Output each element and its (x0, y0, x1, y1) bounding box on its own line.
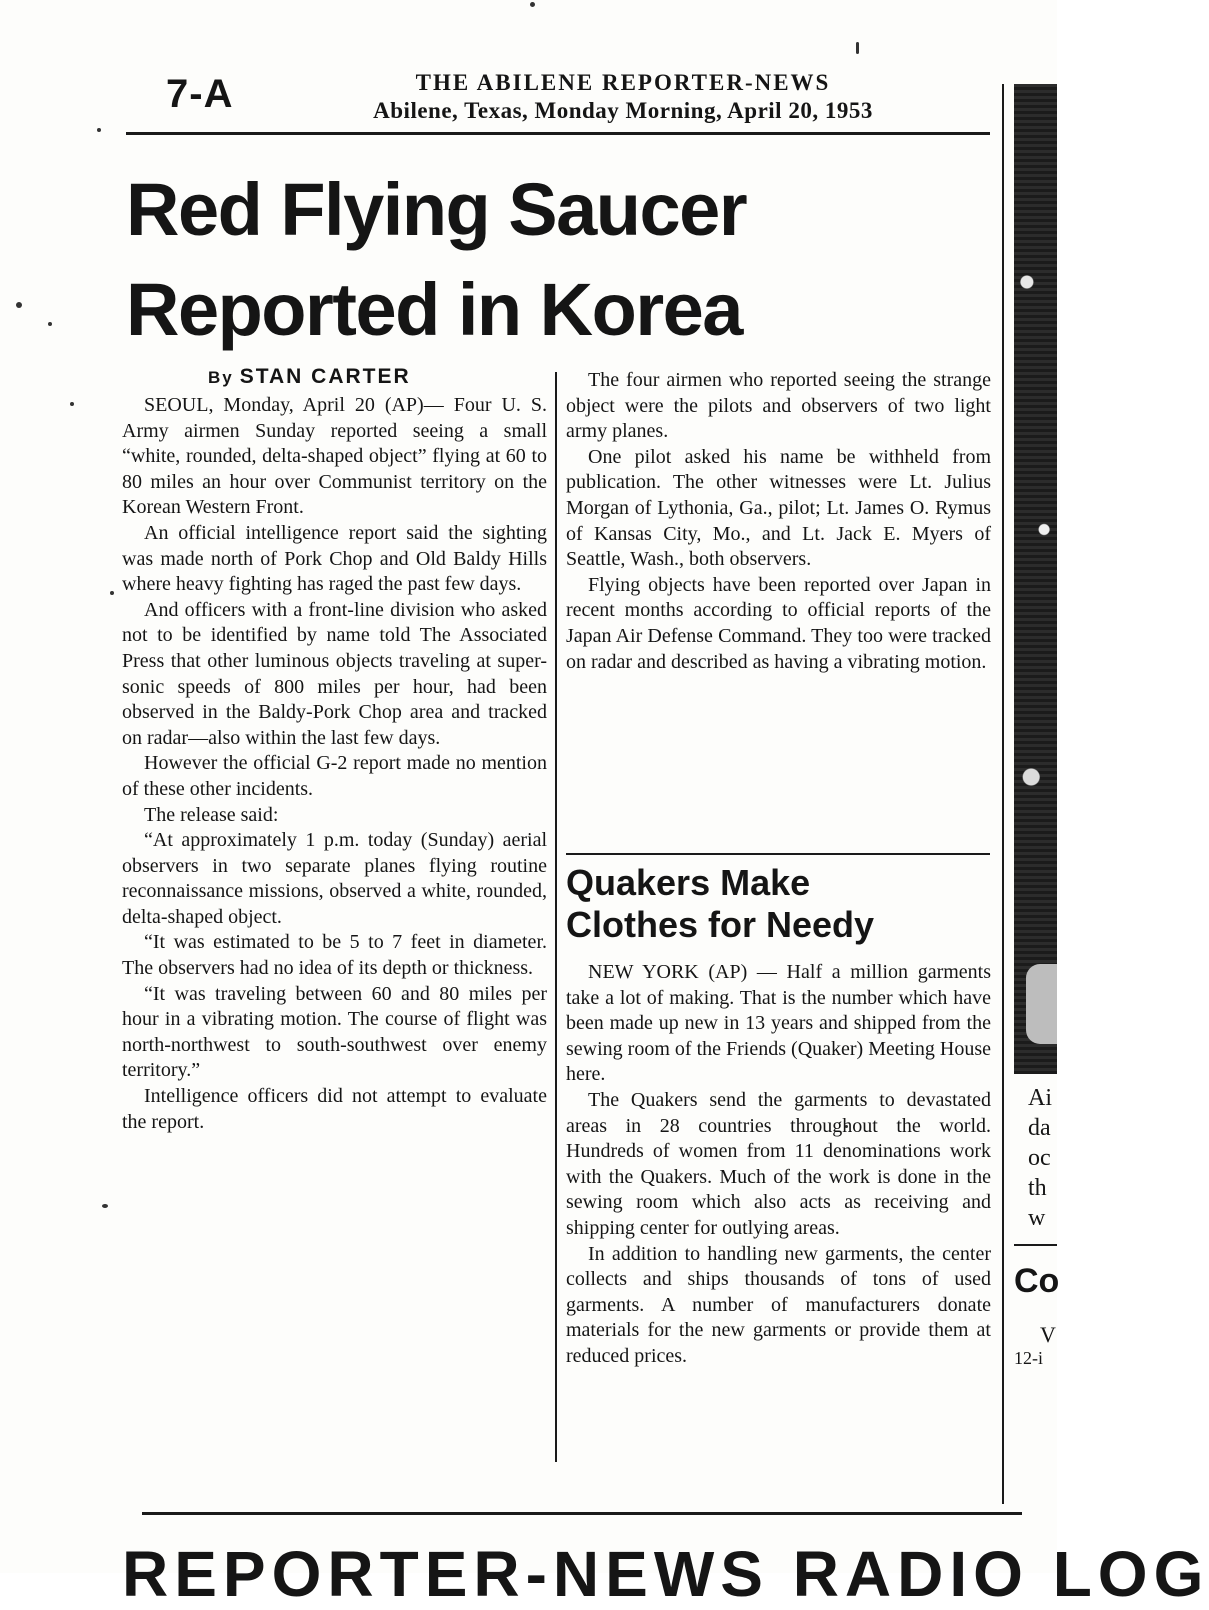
main-headline (126, 160, 846, 360)
bottom-banner-text: REPORTER-NEWS RADIO LOG (122, 1538, 1209, 1610)
right-column-separator (1014, 1244, 1057, 1246)
caption-fragment: da (1028, 1115, 1051, 1141)
second-headline (566, 862, 986, 946)
paragraph: However the official G-2 report made no mention of these other incidents. (122, 752, 547, 800)
caption-fragment: w (1028, 1205, 1046, 1231)
second-headline-line-1: Quakers Make (566, 862, 811, 903)
bottom-banner (122, 1538, 1209, 1610)
second-story-body (566, 960, 991, 1370)
masthead-rule (126, 132, 990, 135)
paragraph: The Quakers send the garments to devastated areas in 28 countries throughout the world. Hundreds of women from 11 denominations work with the Quakers. Much of the work is done in the sewing room which also acts as receiving and shipping center for outlying areas. (566, 1088, 991, 1239)
main-story-column-2 (566, 368, 991, 675)
bottom-rule (142, 1512, 1022, 1515)
caption-fragment: Ai (1028, 1085, 1052, 1111)
paragraph: SEOUL, Monday, April 20 (AP)— Four U. S. Army airmen Sunday reported seeing a small “white, rounded, delta-shaped object” flying at 60 to 80 miles an hour over Communist territory on the Korean Western Front. (122, 394, 547, 519)
scan-speck (16, 302, 22, 308)
newspaper-name: THE ABILENE REPORTER-NEWS (415, 70, 831, 95)
scan-speck (70, 402, 74, 406)
adjacent-photo (1014, 84, 1057, 1074)
issue-dateline: Abilene, Texas, Monday Morning, April 20, 1953 (373, 98, 873, 123)
photo-highlight (1026, 964, 1057, 1044)
adjacent-headline-fragment: Co (1014, 1262, 1060, 1300)
right-column-rule (1002, 84, 1004, 1504)
paragraph: Flying objects have been reported over Japan in recent months according to official reports of the Japan Air Defense Command. They too were tracked on radar and described as having a vibrating motion. (566, 573, 991, 673)
byline (208, 365, 411, 389)
byline-author: STAN CARTER (239, 365, 411, 388)
masthead (278, 70, 968, 126)
column-rule (555, 372, 557, 1462)
second-headline-line-2: Clothes for Needy (566, 904, 875, 945)
caption-fragment: oc (1028, 1145, 1051, 1171)
paragraph: “It was estimated to be 5 to 7 feet in diameter. The observers had no idea of its depth or thickness. (122, 931, 547, 980)
caption-fragment: th (1028, 1175, 1047, 1201)
adjacent-caption (1028, 1083, 1057, 1233)
paragraph: The release said: (144, 803, 279, 826)
paragraph: An official intelligence report said the sighting was made north of Pork Chop and Old Baldy Hills where heavy fighting has raged the past few days. (122, 521, 547, 596)
paragraph: And officers with a front-line division who asked not to be identified by name told The Associated Press that other luminous objects traveling at super-sonic speeds of 800 miles per hour, had been observed in the Baldy-Pork Chop area and tracked on radar—also within the last few days. (122, 598, 547, 749)
paragraph: Intelligence officers did not attempt to evaluate the report. (122, 1085, 547, 1133)
scan-speck (856, 42, 859, 54)
scan-speck (102, 1204, 108, 1208)
paragraph: The four airmen who reported seeing the strange object were the pilots and observers of two light army planes. (566, 369, 991, 443)
paragraph: In addition to handling new garments, the center collects and ships thousands of tons of used garments. A number of manufacturers donate materials for the new garments or provide them at reduced prices. (566, 1242, 991, 1367)
paragraph: “At approximately 1 p.m. today (Sunday) aerial observers in two separate planes flying routine reconnaissance missions, observed a white, rounded, delta-shaped object. (122, 829, 547, 928)
story-separator-rule (566, 853, 990, 855)
adjacent-text-fragment: V (1040, 1322, 1056, 1347)
byline-prefix: By (208, 368, 234, 387)
main-headline-line-2: Reported in Korea (126, 268, 742, 351)
paragraph: NEW YORK (AP) — Half a million garments take a lot of making. That is the number which have been made up new in 13 years and shipped from the sewing room of the Friends (Quaker) Meeting House here. (566, 961, 991, 1086)
paragraph: “It was traveling between 60 and 80 miles per hour in a vibrating motion. The course of flight was north-northwest to south-southwest over enemy territory.” (122, 982, 547, 1082)
scan-speck (97, 128, 101, 132)
paragraph: One pilot asked his name be withheld from publication. The other witnesses were Lt. Julius Morgan of Lythonia, Ga., pilot; Lt. James O. Rymus of Kansas City, Mo., and Lt. Jack E. Myers of Seattle, Wash., both observers. (566, 445, 991, 571)
adjacent-text-fragment: 12-i (1014, 1348, 1043, 1368)
scan-speck (48, 322, 52, 326)
main-story-column-1 (122, 393, 547, 1135)
main-headline-line-1: Red Flying Saucer (126, 168, 747, 251)
scan-speck (110, 591, 114, 595)
scan-speck (530, 2, 535, 7)
page-number: 7-A (166, 72, 234, 116)
